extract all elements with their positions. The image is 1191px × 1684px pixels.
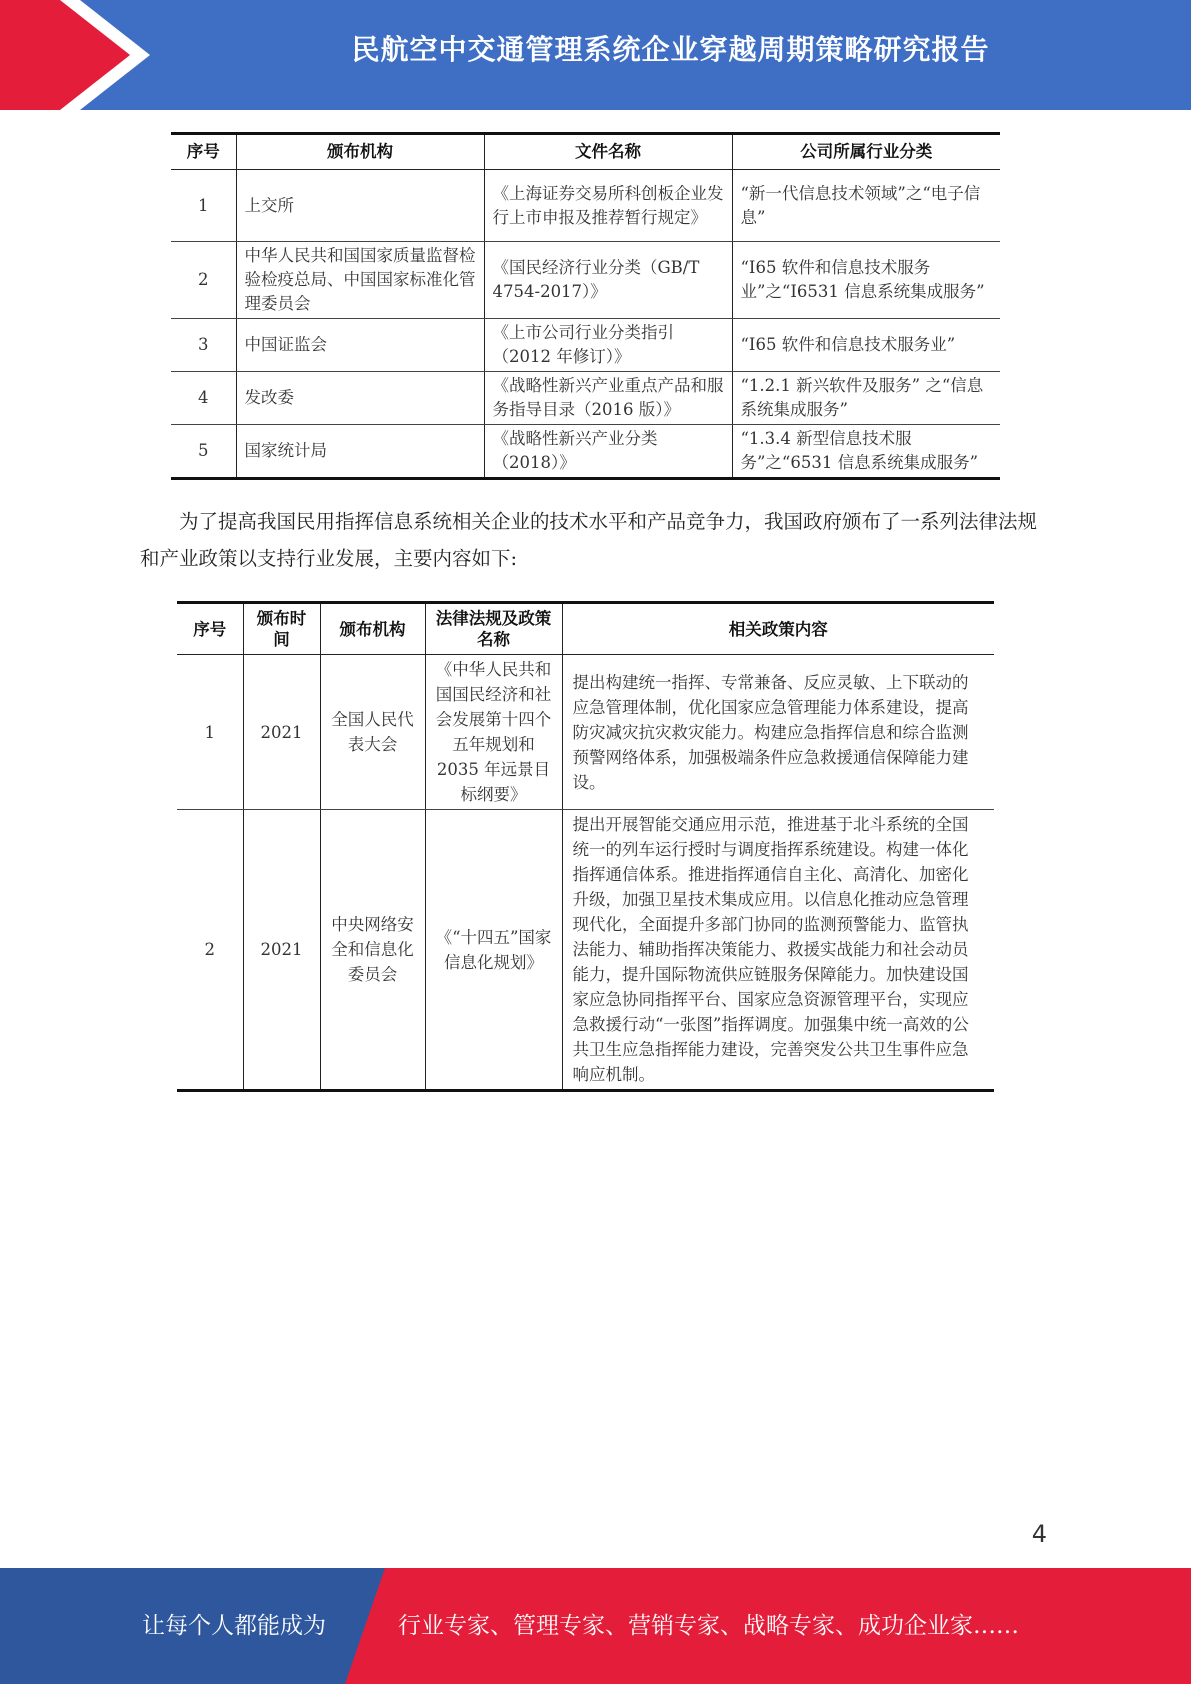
- industry-classification-table: [171, 132, 1000, 480]
- page-footer: [0, 1568, 1191, 1684]
- year-cell: 2021: [243, 655, 320, 810]
- table-header-row: [177, 603, 994, 655]
- table-header-row: [171, 134, 1000, 170]
- policy-name-cell: 《中华人民共和国国民经济和社会发展第十四个五年规划和 2035 年远景目标纲要》: [425, 655, 562, 810]
- document-cell: 《战略性新兴产业分类（2018）》: [484, 425, 732, 479]
- footer-slogan-left: 让每个人都能成为: [142, 1613, 326, 1639]
- category-cell: “I65 软件和信息技术服务业”: [732, 319, 1000, 372]
- category-cell: “1.2.1 新兴软件及服务” 之“信息系统集成服务”: [732, 372, 1000, 425]
- table-row: [171, 170, 1000, 242]
- agency-cell: 中国证监会: [236, 319, 484, 372]
- row-number: 3: [171, 319, 236, 372]
- page-header: [0, 0, 1191, 110]
- category-cell: “新一代信息技术领域”之“电子信息”: [732, 170, 1000, 242]
- policy-table: [177, 601, 994, 1092]
- column-header-agency: 颁布机构: [320, 603, 425, 655]
- footer-slogan-right: 行业专家、管理专家、营销专家、战略专家、成功企业家……: [398, 1613, 1019, 1639]
- agency-cell: 国家统计局: [236, 425, 484, 479]
- table-row: [171, 372, 1000, 425]
- column-header-policy: 法律法规及政策名称: [425, 603, 562, 655]
- row-number: 2: [177, 810, 243, 1091]
- agency-cell: 中华人民共和国国家质量监督检验检疫总局、中国国家标准化管理委员会: [236, 242, 484, 319]
- body-paragraph: 为了提高我国民用指挥信息系统相关企业的技术水平和产品竞争力，我国政府颁布了一系列法律法规和产业政策以支持行业发展，主要内容如下:: [140, 510, 1038, 570]
- column-header-category: 公司所属行业分类: [732, 134, 1000, 170]
- agency-cell: 全国人民代表大会: [320, 655, 425, 810]
- report-title: 民航空中交通管理系统企业穿越周期策略研究报告: [351, 33, 990, 66]
- row-number: 2: [171, 242, 236, 319]
- table-row: [177, 810, 994, 1091]
- document-cell: 《战略性新兴产业重点产品和服务指导目录（2016 版）》: [484, 372, 732, 425]
- agency-cell: 上交所: [236, 170, 484, 242]
- table-row: [171, 242, 1000, 319]
- document-cell: 《上海证券交易所科创板企业发行上市申报及推荐暂行规定》: [484, 170, 732, 242]
- category-cell: “I65 软件和信息技术服务业”之“I6531 信息系统集成服务”: [732, 242, 1000, 319]
- column-header-agency: 颁布机构: [236, 134, 484, 170]
- column-header-no: 序号: [177, 603, 243, 655]
- policy-name-cell: 《“十四五”国家信息化规划》: [425, 810, 562, 1091]
- agency-cell: 发改委: [236, 372, 484, 425]
- agency-cell: 中央网络安全和信息化委员会: [320, 810, 425, 1091]
- table-row: [171, 319, 1000, 372]
- column-header-no: 序号: [171, 134, 236, 170]
- row-number: 5: [171, 425, 236, 479]
- row-number: 1: [171, 170, 236, 242]
- policy-content-cell: 提出开展智能交通应用示范，推进基于北斗系统的全国统一的列车运行授时与调度指挥系统建设。构建一体化指挥通信体系。推进指挥通信自主化、高清化、加密化升级，加强卫星技术集成应用。以信息化推动应急管理现代化，全面提升多部门协同的监测预警能力、监管执法能力、辅助指挥决策能力、救援实战能力和社会动员能力，提升国际物流供应链服务保障能力。加快建设国家应急协同指挥平台、国家应急资源管理平台，实现应急救援行动“一张图”指挥调度。加强集中统一高效的公共卫生应急指挥能力建设，完善突发公共卫生事件应急响应机制。: [562, 810, 994, 1091]
- page-number: 4: [1031, 1520, 1047, 1548]
- year-cell: 2021: [243, 810, 320, 1091]
- document-cell: 《国民经济行业分类（GB/T 4754-2017）》: [484, 242, 732, 319]
- document-cell: 《上市公司行业分类指引（2012 年修订）》: [484, 319, 732, 372]
- policy-content-cell: 提出构建统一指挥、专常兼备、反应灵敏、上下联动的应急管理体制，优化国家应急管理能力体系建设，提高防灾减灾抗灾救灾能力。构建应急指挥信息和综合监测预警网络体系，加强极端条件应急救援通信保障能力建设。: [562, 655, 994, 810]
- category-cell: “1.3.4 新型信息技术服务”之“6531 信息系统集成服务”: [732, 425, 1000, 479]
- column-header-content: 相关政策内容: [562, 603, 994, 655]
- row-number: 1: [177, 655, 243, 810]
- column-header-document: 文件名称: [484, 134, 732, 170]
- column-header-year: 颁布时间: [243, 603, 320, 655]
- row-number: 4: [171, 372, 236, 425]
- table-row: [177, 655, 994, 810]
- table-row: [171, 425, 1000, 479]
